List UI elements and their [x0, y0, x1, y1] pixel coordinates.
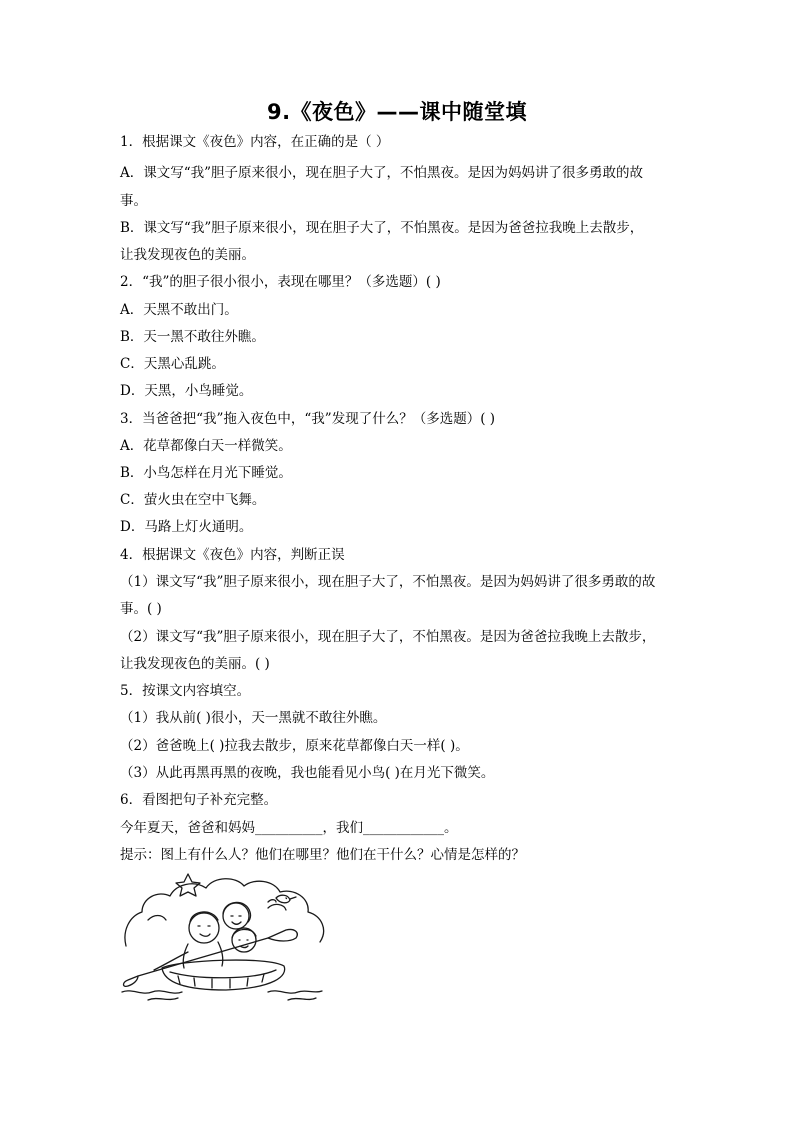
question-5-item-1: （1）我从前( )很小，天一黑就不敢往外瞧。 [120, 710, 387, 726]
question-1-option-b-cont: 让我发现夜色的美丽。 [120, 247, 255, 263]
question-5-item-2: （2）爸爸晚上( )拉我去散步，原来花草都像白天一样( )。 [120, 738, 469, 754]
question-3-option-d: D．马路上灯火通明。 [120, 519, 253, 535]
family-boating-illustration [118, 868, 333, 1003]
question-5-item-3: （3）从此再黑再黑的夜晚，我也能看见小鸟( )在月光下微笑。 [120, 765, 495, 781]
question-4-item-1-cont: 事。( ) [120, 601, 162, 617]
question-1-option-b: B．课文写“我”胆子原来很小，现在胆子大了，不怕黑夜。是因为爸爸拉我晚上去散步， [120, 220, 644, 236]
question-5-stem: 5．按课文内容填空。 [120, 683, 251, 699]
question-2-option-b: B．天一黑不敢往外瞧。 [120, 329, 265, 345]
question-6-stem: 6．看图把句子补充完整。 [120, 792, 278, 808]
question-1-stem: 1．根据课文《夜色》内容，在正确的是（ ） [120, 134, 390, 150]
question-3-option-c: C．萤火虫在空中飞舞。 [120, 492, 266, 508]
question-2-option-a: A．天黑不敢出门。 [120, 302, 238, 318]
question-4-stem: 4．根据课文《夜色》内容，判断正误 [120, 547, 345, 563]
question-4-item-1: （1）课文写“我”胆子原来很小，现在胆子大了，不怕黑夜。是因为妈妈讲了很多勇敢的故 [120, 574, 656, 590]
question-2-option-d: D．天黑，小鸟睡觉。 [120, 383, 253, 399]
page-title: 9.《夜色》——课中随堂填 [266, 100, 528, 124]
question-3-stem: 3．当爸爸把“我”拖入夜色中，“我”发现了什么？（多选题）( ) [120, 411, 496, 427]
question-2-option-c: C．天黑心乱跳。 [120, 356, 225, 372]
question-4-item-2: （2）课文写“我”胆子原来很小，现在胆子大了，不怕黑夜。是因为爸爸拉我晚上去散步， [120, 629, 656, 645]
question-2-stem: 2．“我”的胆子很小很小，表现在哪里？（多选题）( ) [120, 274, 441, 290]
question-3-option-b: B．小鸟怎样在月光下睡觉。 [120, 465, 292, 481]
question-1-option-a: A．课文写“我”胆子原来很小，现在胆子大了，不怕黑夜。是因为妈妈讲了很多勇敢的故 [120, 165, 644, 181]
question-1-option-a-cont: 事。 [120, 193, 147, 209]
question-6-hint: 提示：图上有什么人？他们在哪里？他们在干什么？心情是怎样的？ [120, 847, 525, 863]
question-6-sentence: 今年夏天，爸爸和妈妈__________，我们____________。 [120, 820, 458, 836]
question-4-item-2-cont: 让我发现夜色的美丽。( ) [120, 656, 270, 672]
question-3-option-a: A．花草都像白天一样微笑。 [120, 438, 292, 454]
